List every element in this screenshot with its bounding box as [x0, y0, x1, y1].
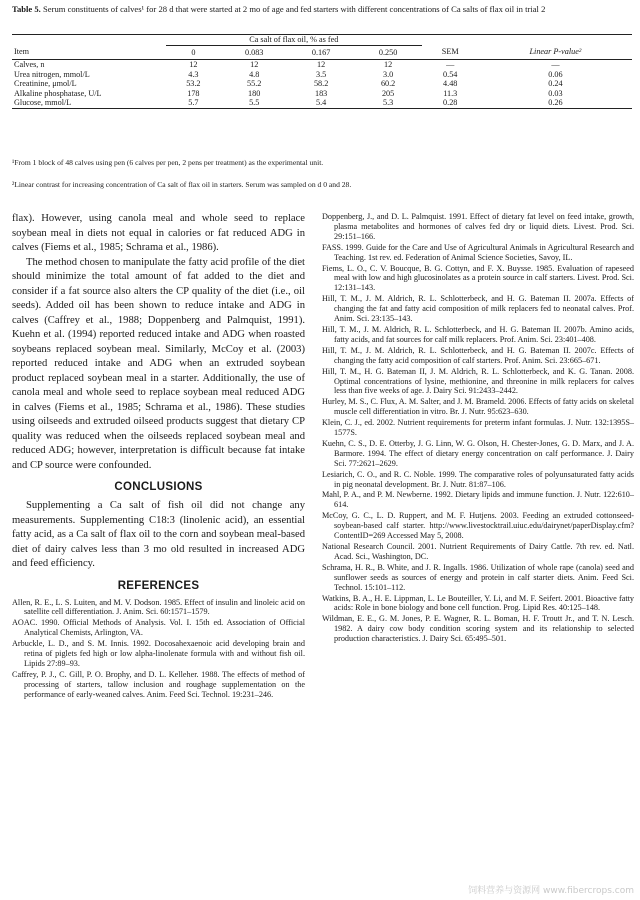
- table-caption-text: Serum constituents of calves¹ for 28 d that were started at 2 mo of age and fed starters with different concentrations of Ca salts of flax oil in trial 2: [42, 4, 546, 14]
- reference-item: Kuehn, C. S., D. E. Otterby, J. G. Linn, W. G. Olson, H. Chester-Jones, G. D. Marx, and J. A. Barmore. 1994. The effect of dietary energy concentration on calf performance. J. Dairy Sci. 77:2621–2629.: [322, 438, 634, 468]
- table-body: [12, 60, 632, 109]
- reference-item: Hill, T. M., H. G. Bateman II, J. M. Aldrich, R. L. Schlotterbeck, and K. G. Tanan. 2008. Optimal concentrations of lysine, methionine, and threonine in milk replacers for calves less than five weeks of age. J. Dairy Sci. 91:2433–2442.: [322, 366, 634, 396]
- reference-item: Schrama, H. R., B. White, and J. R. Ingalls. 1986. Utilization of whole rape (canola) seed and sunflower seeds as sources of energy and protein in calf starter diets. Anim. Feed Sci. Technol. 15:101–112.: [322, 562, 634, 592]
- body-paragraph: The method chosen to manipulate the fatty acid profile of the diet should minimize the total amount of fat added to the diet and consider if a fat source also alters the CP quality of the diet (i.e., oil seeds). Added oil has been shown to reduce intake and ADG in calves (Caffrey et al., 1988; Doppenberg and Palmquist, 1991). Kuehn et al. (1994) reported reduced intake and ADG when roasted soybeans replaced soybean meal. Similarly, McCoy et al. (2003) reported reduced intake and ADG when an extruded soybean product replaced soybean meal in a starter. Additionally, the use of canola meal and whole seed to replace soybean meal reduced ADG in calves (Fiems et al., 1985; Schrama et al., 1986). These studies using oilseeds and extruded oilseed products suggest that dietary CP quality was reduced when the oilseeds replaced soybean meal and reduced ADG; however, interpretation is difficult because fat intake and CP source were confounded.: [12, 256, 305, 471]
- table-cell: 53.2: [186, 79, 201, 89]
- col-header-level: 0.083: [221, 45, 288, 60]
- table-cell: 180: [248, 88, 261, 98]
- reference-item: Hill, T. M., J. M. Aldrich, R. L. Schlotterbeck, and H. G. Bateman II. 2007c. Effects of changing the fatty acid composition of calf starters. Prof. Anim. Sci. 23:665–671.: [322, 345, 634, 365]
- left-column: [12, 212, 305, 701]
- pvalue-cell: 0.03: [548, 88, 563, 98]
- reference-list-right: [322, 212, 634, 644]
- col-header-sem: SEM: [422, 45, 479, 60]
- reference-item: Caffrey, P. J., C. Gill, P. O. Brophy, and D. L. Kelleher. 1988. The effects of method of processing of starters, tallow inclusion and roughage supplementation on the performance of early-weaned calves. Anim. Feed Sci. Technol. 19:231–246.: [12, 669, 305, 699]
- table-cell: 5.3: [355, 98, 422, 108]
- table-spanner: Ca salt of flax oil, % as fed: [166, 35, 422, 46]
- col-header-level: 0: [166, 45, 221, 60]
- table-cell: 5.4: [288, 98, 355, 108]
- table-caption: [12, 4, 632, 15]
- table-cell: 12: [250, 60, 259, 70]
- table-cell: 12: [189, 60, 198, 70]
- reference-item: Hill, T. M., J. M. Aldrich, R. L. Schlotterbeck, and H. G. Bateman II. 2007a. Effects of changing the fat and fatty acid composition of milk replacers fed to neonatal calves. Prof. Anim. Sci. 23:135–143.: [322, 294, 634, 324]
- reference-item: Fiems, L. O., C. V. Boucque, B. G. Cottyn, and F. X. Buysse. 1985. Evaluation of rapeseed meal with low and high glucosinolates as a protein source in calf starters. Livest. Prod. Sci. 12:131–143.: [322, 263, 634, 293]
- table-cell: 178: [187, 88, 200, 98]
- table-row: [12, 98, 632, 108]
- table-cell: 205: [381, 88, 395, 98]
- row-label: Glucose, mmol/L: [12, 98, 166, 108]
- table-caption-label: Table 5.: [12, 4, 41, 14]
- serum-constituents-table: [12, 34, 632, 109]
- reference-item: Allen, R. E., L. S. Luiten, and M. V. Dodson. 1985. Effect of insulin and linoleic acid on satellite cell differentiation. J. Anim. Sci. 60:1571–1579.: [12, 597, 305, 617]
- section-heading-references: REFERENCES: [117, 579, 200, 592]
- table-cell: 5.5: [221, 98, 288, 108]
- table-row: [12, 79, 632, 89]
- reference-item: Mahl, P. A., and P. M. Newberne. 1992. Dietary lipids and immune function. J. Nutr. 122:610–614.: [322, 490, 634, 510]
- table-row: [12, 89, 632, 99]
- table-cell: 60.2: [380, 79, 396, 89]
- reference-item: Wildman, E. E., G. M. Jones, P. E. Wagner, R. L. Boman, H. F. Troutt Jr., and T. N. Lesch. 1982. A dairy cow body condition scoring system and its relationship to selected production characteristics. J. Dairy Sci. 65:495–501.: [322, 614, 634, 644]
- reference-item: Arbuckle, L. D., and S. M. Innis. 1992. Docosahexaenoic acid developing brain and retina of piglets fed high or low alpha-linolenate formula with and without fish oil. Lipids 27:89–93.: [12, 639, 305, 668]
- col-header-pvalue: Linear P-value²: [479, 45, 632, 60]
- table-cell: 58.2: [313, 79, 329, 89]
- row-label: Calves, n: [14, 60, 45, 70]
- col-header-level: 0.250: [355, 45, 422, 60]
- table-cell: 4.3: [188, 69, 199, 79]
- pvalue-cell: 0.24: [548, 79, 563, 89]
- row-label: Alkaline phosphatase, U/L: [14, 88, 102, 98]
- table-cell: 55.2: [247, 79, 262, 89]
- pvalue-cell: 0.06: [548, 69, 563, 79]
- reference-item: Lesiarich, C. O., and R. C. Noble. 1999. The comparative roles of polyunsaturated fatty acids in pig neonatal development. Br. J. Nutr. 81:87–106.: [322, 469, 634, 489]
- pvalue-cell: 0.26: [479, 98, 632, 108]
- table-cell: 183: [314, 88, 328, 98]
- reference-item: Hill, T. M., J. M. Aldrich, R. L. Schlotterbeck, and H. G. Bateman II. 2007b. Amino acids, fatty acids, and fat sources for calf milk replacers. Prof. Anim. Sci. 23:401–408.: [322, 324, 634, 344]
- conclusions-paragraph: Supplementing a Ca salt of fish oil did not change any measurements. Supplementing C18:3 (linolenic acid), an essential fatty acid, as a Ca salt of flax oil to the corn and soybean meal-based diet of dairy calves less than 3 mo old resulted in increased ADG and feed efficiency.: [12, 500, 305, 569]
- sem-cell: 0.54: [443, 69, 458, 79]
- table-footnote-2: ²Linear contrast for increasing concentration of Ca salt of flax oil in starters. Serum was sampled on d 0 and 28.: [12, 180, 352, 189]
- row-label: Creatinine, μmol/L: [14, 79, 77, 89]
- reference-list-left: [12, 598, 305, 700]
- table-cell: 4.8: [249, 69, 260, 79]
- reference-item: Doppenberg, J., and D. L. Palmquist. 1991. Effect of dietary fat level on feed intake, growth, plasma metabolites and hormones of calves fed dry or liquid diets. Livest. Prod. Sci. 29:151–166.: [322, 212, 634, 241]
- reference-item: Hurley, M. S., C. Flux, A. M. Salter, and J. M. Brameld. 2006. Effects of fatty acids on skeletal muscle cell differentiation in vitro. Br. J. Nutr. 95:623–630.: [322, 397, 634, 417]
- sem-cell: 4.48: [443, 79, 458, 89]
- reference-item: FASS. 1999. Guide for the Care and Use of Agricultural Animals in Agricultural Research and Teaching. 1st rev. ed. Federation of Animal Science Societies, Savoy, IL.: [322, 242, 634, 262]
- row-label: Urea nitrogen, mmol/L: [14, 69, 90, 79]
- col-header-level: 0.167: [288, 45, 355, 60]
- table-cell: 5.7: [166, 98, 221, 108]
- table-cell: 12: [384, 60, 393, 70]
- sem-cell: —: [446, 60, 455, 70]
- col-header-item: Item: [12, 45, 166, 60]
- sem-cell: 11.3: [443, 88, 458, 98]
- section-heading-conclusions: CONCLUSIONS: [114, 481, 203, 493]
- reference-item: AOAC. 1990. Official Methods of Analysis. Vol. I. 15th ed. Association of Official Analytical Chemists, Arlington, VA.: [12, 618, 305, 638]
- reference-item: Watkins, B. A., H. E. Lippman, L. Le Bouteiller, Y. Li, and M. F. Seifert. 2001. Bioactive fatty acids: Role in bone biology and bone cell function. Prog. Lipid Res. 40:125–148.: [322, 593, 634, 613]
- table-footnote-1: ¹From 1 block of 48 calves using pen (6 calves per pen, 2 pens per treatment) as the experimental unit.: [12, 158, 324, 167]
- table-cell: 12: [317, 60, 326, 70]
- reference-item: National Research Council. 2001. Nutrient Requirements of Dairy Cattle. 7th rev. ed. Natl. Acad. Sci., Washington, DC.: [322, 542, 634, 561]
- pvalue-cell: —: [551, 60, 560, 70]
- right-column: [322, 212, 634, 645]
- table-row: [12, 70, 632, 80]
- reference-item: McCoy, G. C., L. D. Ruppert, and M. F. Hutjens. 2003. Feeding an extruded cottonseed-soybean-based calf starter. http://www.livestocktrail.uiuc.edu/dairynet/paperDisplay.cfm?ContentID=269 Accessed May 5, 2008.: [322, 511, 634, 541]
- table-cell: 3.5: [316, 69, 327, 79]
- table-row: [12, 60, 632, 70]
- body-paragraph: flax). However, using canola meal and whole seed to replace soybean meal in diets not equal in calories or fat reduced ADG in calves (Fiems et al., 1985; Schrama et al., 1986).: [12, 213, 305, 253]
- sem-cell: 0.28: [422, 98, 479, 108]
- table-cell: 3.0: [382, 69, 394, 79]
- reference-item: Klein, C. J., ed. 2002. Nutrient requirements for preterm infant formulas. J. Nutr. 132:1395S–1577S.: [322, 418, 634, 438]
- site-watermark: 饲料营养与资源网 www.fibercrops.com: [468, 886, 634, 896]
